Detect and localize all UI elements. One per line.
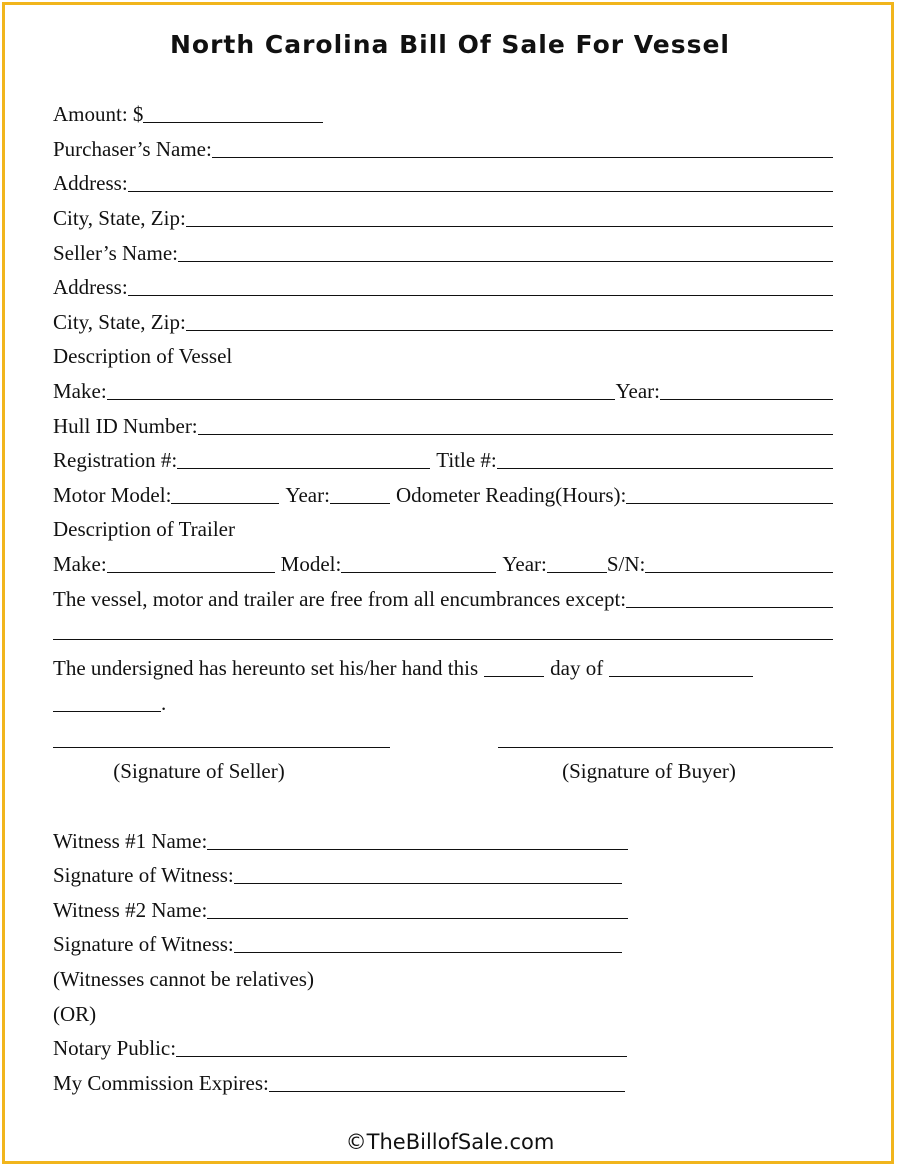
purchaser-address-field[interactable]: [128, 172, 833, 192]
hull-id-field[interactable]: [198, 415, 833, 435]
commission-label: My Commission Expires:: [53, 1071, 269, 1095]
trailer-row: [53, 551, 833, 577]
seller-city-field[interactable]: [186, 311, 833, 331]
encumbrances-row: [53, 586, 833, 612]
trailer-sn-field[interactable]: [645, 553, 833, 573]
odometer-field[interactable]: [626, 484, 833, 504]
purchaser-address-label: Address:: [53, 171, 128, 195]
motor-year-label: Year:: [285, 483, 330, 507]
commission-field[interactable]: [269, 1072, 625, 1092]
document-title: North Carolina Bill Of Sale For Vessel: [169, 30, 730, 59]
notary-label: Notary Public:: [53, 1036, 177, 1060]
title-no-label: Title #:: [436, 448, 497, 472]
purchaser-name-row: [53, 136, 833, 162]
witness1-signature-field[interactable]: [234, 864, 622, 884]
registration-label: Registration #:: [53, 448, 178, 472]
registration-field[interactable]: [177, 449, 430, 469]
vessel-year-field[interactable]: [660, 380, 833, 400]
motor-model-label: Motor Model:: [53, 483, 172, 507]
witness1-signature-row: [53, 862, 622, 888]
purchaser-name-field[interactable]: [212, 138, 833, 158]
odometer-label: Odometer Reading(Hours):: [395, 483, 627, 507]
notary-field[interactable]: [176, 1037, 627, 1057]
year-row: [53, 690, 833, 716]
trailer-model-label: Model:: [280, 552, 342, 576]
month-field[interactable]: [609, 657, 753, 677]
witness2-signature-label: Signature of Witness:: [53, 932, 234, 956]
or-text: (OR): [53, 1002, 97, 1026]
motor-row: [53, 482, 833, 508]
hull-id-label: Hull ID Number:: [53, 414, 198, 438]
buyer-signature-line[interactable]: [498, 747, 833, 748]
seller-name-row: [53, 240, 833, 266]
encumbrances-field[interactable]: [626, 588, 833, 608]
witness1-signature-label: Signature of Witness:: [53, 863, 234, 887]
witness2-signature-row: [53, 931, 622, 957]
trailer-year-label: Year:: [502, 552, 547, 576]
seller-signature-line[interactable]: [53, 747, 390, 748]
purchaser-address-row: [53, 170, 833, 196]
encumbrances-continued-field[interactable]: [53, 620, 833, 640]
amount-label: Amount: $: [53, 102, 144, 126]
notary-row: [53, 1035, 627, 1061]
day-of-label: day of: [550, 656, 604, 680]
witness1-name-row: [53, 828, 628, 854]
vessel-heading: Description of Vessel: [53, 344, 233, 368]
witness-note: (Witnesses cannot be relatives): [53, 967, 314, 991]
hull-id-row: [53, 413, 833, 439]
trailer-heading: Description of Trailer: [53, 517, 235, 541]
trailer-make-field[interactable]: [107, 553, 275, 573]
purchaser-city-label: City, State, Zip:: [53, 206, 186, 230]
seller-signature-label: (Signature of Seller): [113, 759, 285, 783]
undersigned-label: The undersigned has hereunto set his/her hand this: [53, 656, 479, 680]
encumbrances-label: The vessel, motor and trailer are free from all encumbrances except:: [53, 587, 627, 611]
title-no-field[interactable]: [497, 449, 833, 469]
seller-city-label: City, State, Zip:: [53, 310, 186, 334]
witness2-name-label: Witness #2 Name:: [53, 898, 208, 922]
trailer-make-label: Make:: [53, 552, 107, 576]
year-field[interactable]: [53, 692, 161, 712]
seller-name-label: Seller’s Name:: [53, 241, 178, 265]
amount-row: [53, 101, 833, 127]
motor-model-field[interactable]: [171, 484, 279, 504]
amount-field[interactable]: [143, 103, 323, 123]
vessel-make-field[interactable]: [107, 380, 616, 400]
witness1-name-field[interactable]: [207, 830, 628, 850]
seller-name-field[interactable]: [178, 242, 833, 262]
buyer-signature-label: (Signature of Buyer): [562, 759, 736, 783]
footer-copyright: ©TheBillofSale.com: [345, 1130, 555, 1154]
trailer-sn-label: S/N:: [606, 552, 646, 576]
vessel-make-row: [53, 378, 833, 404]
undersigned-row: [53, 655, 833, 681]
witness2-signature-field[interactable]: [234, 933, 622, 953]
trailer-year-field[interactable]: [547, 553, 607, 573]
witness2-name-field[interactable]: [207, 899, 628, 919]
purchaser-city-row: [53, 205, 833, 231]
registration-row: [53, 447, 833, 473]
witness1-name-label: Witness #1 Name:: [53, 829, 208, 853]
seller-address-field[interactable]: [128, 276, 833, 296]
vessel-make-label: Make:: [53, 379, 107, 403]
seller-address-row: [53, 274, 833, 300]
day-field[interactable]: [484, 657, 544, 677]
witness2-name-row: [53, 897, 628, 923]
vessel-year-label: Year:: [615, 379, 660, 403]
year-period: .: [161, 691, 167, 715]
trailer-model-field[interactable]: [341, 553, 496, 573]
seller-address-label: Address:: [53, 275, 128, 299]
encumbrances-continued-row: [53, 620, 833, 644]
motor-year-field[interactable]: [330, 484, 390, 504]
seller-city-row: [53, 309, 833, 335]
purchaser-city-field[interactable]: [186, 207, 833, 227]
commission-row: [53, 1070, 625, 1096]
purchaser-name-label: Purchaser’s Name:: [53, 137, 212, 161]
